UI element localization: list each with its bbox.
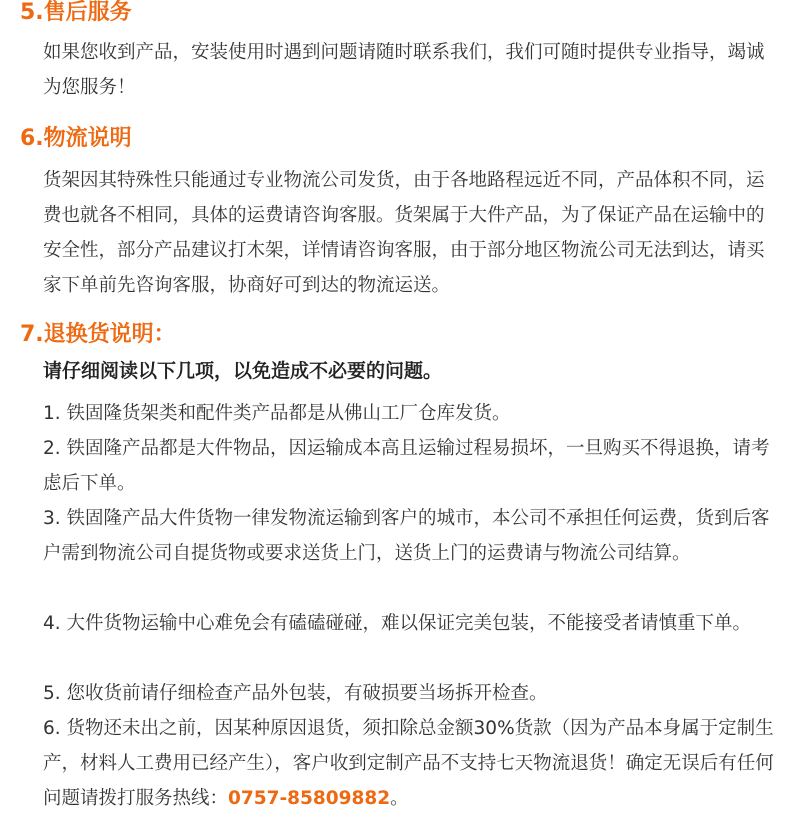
section-title-returns: 7.退换货说明：	[20, 322, 176, 347]
return-policy-item-6-text: 6. 货物还未出之前，因某种原因退货，须扣除总金额30%货款（因为产品本身属于定制生产，材料人工费用已经产生），客户收到定制产品不支持七天物流退货！确定无误后有任何问题请拨打服务热线：	[43, 718, 774, 809]
return-policy-item-1: 1. 铁固隆货架类和配件类产品都是从佛山工厂仓库发货。	[43, 403, 511, 424]
section-title-after-sales: 5.售后服务	[20, 0, 132, 25]
return-policy-item-5: 5. 您收货前请仔细检查产品外包装，有破损要当场拆开检查。	[43, 683, 548, 704]
section-title-logistics: 6.物流说明	[20, 126, 132, 151]
after-sales-paragraph: 如果您收到产品，安装使用时遇到问题请随时联系我们，我们可随时提供专业指导，竭诚为您服务！	[43, 42, 765, 98]
return-policy-item-6	[43, 711, 778, 816]
return-policy-item-2: 2. 铁固隆产品都是大件物品，因运输成本高且运输过程易损坏，一旦购买不得退换，请考虑后下单。	[43, 438, 770, 494]
return-policy-item-6-end: 。	[390, 788, 409, 809]
service-hotline-number[interactable]: 0757-85809882	[228, 788, 391, 809]
returns-notice: 请仔细阅读以下几项，以免造成不必要的问题。	[43, 360, 443, 382]
return-policy-item-3: 3. 铁固隆产品大件货物一律发物流运输到客户的城市，本公司不承担任何运费，货到后客户需到物流公司自提货物或要求送货上门，送货上门的运费请与物流公司结算。	[43, 508, 770, 564]
logistics-paragraph: 货架因其特殊性只能通过专业物流公司发货，由于各地路程远近不同，产品体积不同，运费也就各不相同，具体的运费请咨询客服。货架属于大件产品，为了保证产品在运输中的安全性，部分产品建议打木架，详情请咨询客服，由于部分地区物流公司无法到达，请买家下单前先咨询客服，协商好可到达的物流运送。	[43, 170, 765, 296]
return-policy-item-4: 4. 大件货物运输中心难免会有磕磕碰碰，难以保证完美包装，不能接受者请慎重下单。	[43, 613, 752, 634]
